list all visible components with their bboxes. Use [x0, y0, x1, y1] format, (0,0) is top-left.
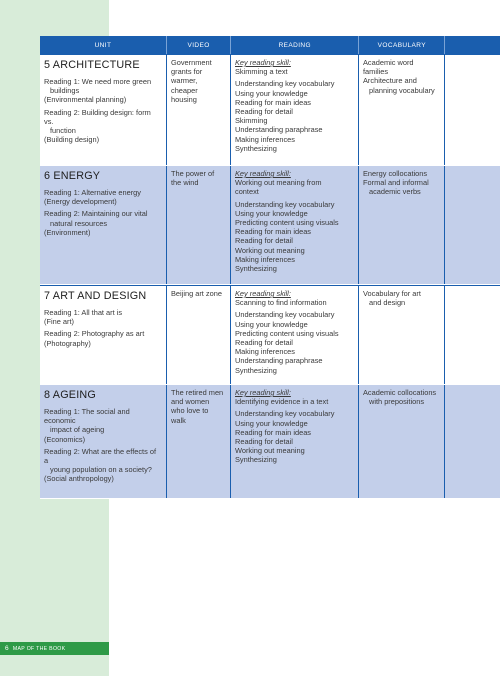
extra-cell	[445, 385, 500, 498]
header-reading: READING	[231, 36, 359, 54]
reading-item: Reading for main ideas	[235, 97, 312, 107]
video-line: and women	[171, 397, 210, 407]
reading-item: Working out meaning	[235, 245, 305, 255]
header-extra	[445, 36, 500, 54]
reading-item: Reading for detail	[235, 338, 293, 348]
reading-item: Understanding paraphrase	[235, 356, 323, 366]
reading-item: Making inferences	[235, 134, 295, 144]
vocabulary-cell	[359, 286, 445, 384]
unit-title: 5 ARCHITECTURE	[44, 59, 140, 71]
header-vocabulary: VOCABULARY	[359, 36, 445, 54]
vocab-line: Academic word families	[363, 58, 414, 77]
key-skill: Identifying evidence in a text	[235, 397, 329, 407]
video-line: The retired men	[171, 388, 224, 397]
table-row-unit-6	[40, 166, 500, 285]
vocab-line: planning vocabulary	[369, 85, 435, 95]
reading-cell	[231, 286, 359, 384]
extra-cell	[445, 286, 500, 384]
extra-cell	[445, 166, 500, 284]
vocabulary-cell	[359, 166, 445, 284]
reading-item: Skimming	[235, 116, 268, 126]
vocab-line: Vocabulary for art	[363, 289, 421, 298]
reading-item: Understanding key vocabulary	[235, 310, 335, 320]
reading-1-topic: (Fine art)	[44, 317, 74, 327]
vocab-line: and design	[369, 298, 406, 308]
key-skill-label	[235, 289, 354, 298]
reading-item: Reading for detail	[235, 437, 293, 447]
reading-1-title-cont: buildings	[50, 86, 80, 96]
header-unit: UNIT	[40, 36, 167, 54]
reading-item: Using your knowledge	[235, 208, 308, 218]
reading-item: Using your knowledge	[235, 418, 308, 428]
reading-2-topic: (Photography)	[44, 338, 91, 348]
key-skill: Skimming a text	[235, 67, 288, 77]
vocab-line: Energy collocations	[363, 169, 428, 178]
reading-2-title-cont: natural resources	[50, 218, 108, 228]
extra-cell	[445, 55, 500, 165]
reading-1-title: Reading 1: We need more green	[44, 77, 152, 86]
vocab-line: with prepositions	[369, 397, 425, 407]
video-cell	[167, 385, 231, 498]
video-cell	[167, 55, 231, 165]
reading-item: Using your knowledge	[235, 88, 308, 98]
reading-item: Working out meaning	[235, 446, 305, 456]
key-skill-label	[235, 388, 354, 397]
reading-item: Understanding key vocabulary	[235, 409, 335, 419]
key-skill-cont: context	[235, 187, 259, 197]
key-skill-label-text: Key reading skill:	[235, 289, 291, 298]
reading-item: Synthesizing	[235, 264, 277, 274]
reading-cell	[231, 385, 359, 498]
vocab-line: Academic collocations	[363, 388, 437, 397]
vocabulary-cell	[359, 385, 445, 498]
reading-2-title-cont: young population on a society?	[50, 465, 152, 475]
key-skill-label	[235, 58, 354, 67]
unit-cell	[40, 286, 167, 384]
unit-title: 8 AGEING	[44, 389, 97, 401]
reading-item: Reading for main ideas	[235, 427, 312, 437]
reading-item: Synthesizing	[235, 365, 277, 375]
video-line: housing	[171, 94, 197, 104]
table-header	[40, 36, 500, 54]
reading-2-title-cont: function	[50, 126, 76, 136]
vocabulary-cell	[359, 55, 445, 165]
key-skill: Scanning to find information	[235, 298, 327, 308]
reading-item: Using your knowledge	[235, 319, 308, 329]
page-number: 6	[5, 645, 9, 652]
video-cell	[167, 166, 231, 284]
footer-label: MAP OF THE BOOK	[12, 645, 66, 652]
reading-item: Understanding paraphrase	[235, 125, 323, 135]
table-row-unit-7	[40, 285, 500, 385]
unit-title: 7 ART AND DESIGN	[44, 290, 147, 302]
reading-item: Reading for main ideas	[235, 227, 312, 237]
reading-2-title: Reading 2: Maintaining our vital	[44, 209, 148, 219]
unit-cell	[40, 55, 167, 165]
video-line: grants for	[171, 67, 203, 77]
video-line: Government	[171, 58, 212, 67]
page-footer	[0, 642, 109, 655]
reading-2-title: Reading 2: Building design: form vs.	[44, 107, 151, 126]
reading-1-topic: (Economics)	[44, 434, 86, 444]
map-of-book-table	[40, 36, 500, 499]
reading-1-title: Reading 1: All that art is	[44, 308, 123, 317]
reading-item: Predicting content using visuals	[235, 218, 339, 228]
table-row-unit-5	[40, 54, 500, 166]
key-skill-label-text: Key reading skill:	[235, 388, 291, 397]
reading-1-topic: (Energy development)	[44, 197, 117, 207]
table-row-unit-8	[40, 385, 500, 499]
reading-2-title: Reading 2: What are the effects of a	[44, 446, 157, 466]
video-cell	[167, 286, 231, 384]
vocab-line: academic verbs	[369, 187, 421, 197]
reading-item: Making inferences	[235, 347, 295, 357]
reading-2-topic: (Environment)	[44, 227, 91, 237]
reading-2-topic: (Building design)	[44, 135, 100, 145]
unit-cell	[40, 166, 167, 284]
vocab-line: Formal and informal	[363, 178, 429, 188]
reading-2-title: Reading 2: Photography as art	[44, 329, 145, 339]
video-line: the wind	[171, 178, 199, 188]
key-skill-label-text: Key reading skill:	[235, 169, 291, 178]
video-line: walk	[171, 415, 186, 425]
reading-item: Making inferences	[235, 254, 295, 264]
video-line: The power of	[171, 169, 215, 178]
reading-2-topic: (Social anthropology)	[44, 474, 114, 484]
reading-item: Understanding key vocabulary	[235, 199, 335, 209]
unit-title: 6 ENERGY	[44, 170, 101, 182]
reading-item: Reading for detail	[235, 107, 293, 117]
reading-item: Predicting content using visuals	[235, 328, 339, 338]
key-skill-label-text: Key reading skill:	[235, 58, 291, 67]
key-skill-label	[235, 169, 354, 178]
vocab-line: Architecture and	[363, 76, 417, 86]
reading-1-topic: (Environmental planning)	[44, 95, 127, 105]
reading-1-title: Reading 1: Alternative energy	[44, 188, 141, 197]
video-line: warmer, cheaper	[171, 76, 198, 95]
reading-cell	[231, 166, 359, 284]
reading-item: Reading for detail	[235, 236, 293, 246]
key-skill: Working out meaning from	[235, 178, 322, 188]
reading-item: Synthesizing	[235, 143, 277, 153]
reading-item: Synthesizing	[235, 455, 277, 465]
reading-cell	[231, 55, 359, 165]
reading-item: Understanding key vocabulary	[235, 79, 335, 89]
video-line: who love to	[171, 406, 209, 416]
header-video: VIDEO	[167, 36, 231, 54]
reading-1-title-cont: impact of ageing	[50, 425, 105, 435]
unit-cell	[40, 385, 167, 498]
reading-1-title: Reading 1: The social and economic	[44, 407, 130, 426]
video-line: Beijing art zone	[171, 289, 222, 298]
